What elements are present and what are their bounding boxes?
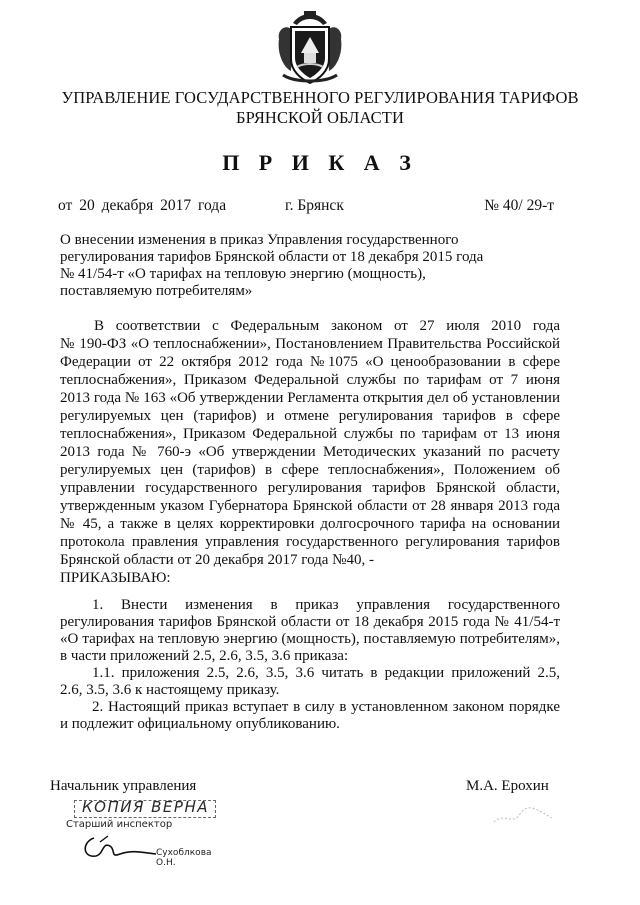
faint-signature-mark	[490, 800, 560, 830]
preamble-line: управлении государственного регулирования тарифов Брянской области,	[60, 480, 560, 496]
order-word: ПРИКАЗЫВАЮ:	[60, 570, 171, 586]
signatory-position: Начальник управления	[50, 778, 197, 794]
certified-copy-stamp	[62, 798, 232, 868]
item-line: в части приложений 2.5, 2.6, 3.5, 3.6 приказа:	[60, 648, 349, 664]
order-number: № 40/ 29-т	[484, 197, 554, 214]
signatory-name: М.А. Ерохин	[466, 778, 549, 794]
order-city: г. Брянск	[285, 197, 344, 214]
stamp-name: Сухоблкова О.Н.	[156, 848, 212, 868]
organization-name-line2: БРЯНСКОЙ ОБЛАСТИ	[236, 108, 404, 127]
preamble-line: № 45, а также в целях корректировки долгосрочного тарифа на основании	[60, 516, 560, 532]
item-line: и подлежит официальному опубликованию.	[60, 716, 340, 732]
preamble-line: № 190-ФЗ «О теплоснабжении», Постановлением Правительства Российской	[60, 336, 560, 352]
subject-line: поставляемую потребителям»	[60, 283, 253, 299]
stamp-role: Старший инспектор	[66, 819, 173, 830]
preamble-line: В соответствии с Федеральным законом от 27 июля 2010 года	[94, 318, 560, 334]
preamble-line: регулируемых цен (тарифов) в сфере теплоснабжения», Положением об	[60, 462, 560, 478]
subject-line: № 41/54-т «О тарифах на тепловую энергию (мощность),	[60, 266, 426, 282]
subject-line: О внесении изменения в приказ Управления государственного	[60, 232, 459, 248]
preamble-line: утвержденным указом Губернатора Брянской области от 28 января 2013 года	[60, 498, 560, 514]
organization-name-line1: УПРАВЛЕНИЕ ГОСУДАРСТВЕННОГО РЕГУЛИРОВАНИЯ ТАРИФОВ	[61, 88, 579, 107]
preamble-line: протокола правления управления государственного регулирования тарифов	[60, 534, 560, 550]
item-line: регулирования тарифов Брянской области от 18 декабря 2015 года № 41/54-т	[60, 614, 560, 630]
preamble-line: Брянской области от 20 декабря 2017 года №40, -	[60, 552, 374, 568]
item-line: 2.6, 3.5, 3.6 к настоящему приказу.	[60, 682, 280, 698]
preamble-line: 2013 года № 163 «Об утверждении Регламента открытия дел об установлении	[60, 390, 560, 406]
document-title: П Р И К А З	[222, 150, 418, 175]
preamble-line: теплоснабжения», Приказом Федеральной службы по тарифам от 13 июня	[60, 426, 560, 442]
coat-of-arms-icon	[271, 9, 349, 85]
subject-line: регулирования тарифов Брянской области от 18 декабря 2015 года	[60, 249, 484, 265]
item-line: 1. Внести изменения в приказ управления государственного	[92, 597, 560, 613]
handwritten-signature-icon	[80, 832, 160, 862]
preamble-line: теплоснабжения», Приказом Федеральной службы по тарифам от 7 июня	[60, 372, 560, 388]
order-date: от 20 декабря 2017 года	[58, 197, 227, 214]
preamble-line: 2013 года № 760-э «Об утверждении Методических указаний по расчету	[60, 444, 560, 460]
item-line: 2. Настоящий приказ вступает в силу в установленном законом порядке	[92, 699, 560, 715]
item-line: «О тарифах на тепловую энергию (мощность), поставляемую потребителям»,	[60, 631, 560, 647]
stamp-title: КОПИЯ ВЕРНА	[82, 798, 210, 816]
preamble-line: регулируемых цен (тарифов) и отмене регулирования тарифов в сфере	[60, 408, 560, 424]
preamble-line: Федерации от 22 октября 2012 года №1075 «О ценообразовании в сфере	[60, 354, 560, 370]
item-line: 1.1. приложения 2.5, 2.6, 3.5, 3.6 читать в редакции приложений 2.5,	[92, 665, 560, 681]
